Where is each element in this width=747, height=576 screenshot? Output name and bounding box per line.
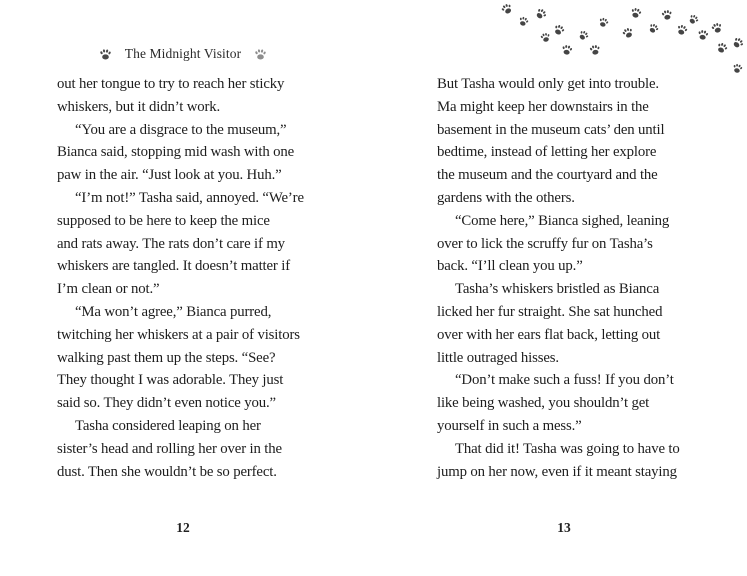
- text-line: and rats away. The rats don’t care if my: [57, 235, 285, 252]
- text-line: little outraged hisses.: [437, 349, 559, 366]
- paw-print-icon: [730, 61, 743, 74]
- paw-print-icon: [730, 35, 747, 52]
- text-line: like being washed, you shouldn’t get: [437, 395, 650, 412]
- paw-print-icon: [660, 8, 674, 22]
- paw-print-icon: [629, 6, 644, 21]
- text-line: sister’s head and rolling her over in the: [57, 440, 282, 457]
- page-number-left: 12: [176, 520, 190, 535]
- text-line: back. “I’ll clean you up.”: [437, 258, 583, 275]
- text-line: That did it! Tasha was going to have to: [455, 440, 680, 457]
- paw-print-icon: [696, 28, 710, 42]
- text-line: “Come here,” Bianca sighed, leaning: [455, 212, 670, 229]
- left-page-text: [57, 73, 327, 483]
- text-line: Ma might keep her downstairs in the: [437, 98, 649, 115]
- text-line: yourself in such a mess.”: [437, 417, 582, 434]
- running-head-title: The Midnight Visitor: [124, 46, 242, 61]
- text-line: gardens with the others.: [437, 189, 575, 206]
- text-line: Tasha’s whiskers bristled as Bianca: [455, 281, 660, 298]
- paw-print-icon: [596, 15, 610, 29]
- text-line: “I’m not!” Tasha said, annoyed. “We’re: [75, 189, 304, 206]
- text-line: over with her ears flat back, letting out: [437, 326, 661, 343]
- text-line: walking past them up the steps. “See?: [57, 349, 276, 366]
- text-line: over to lick the scruffy fur on Tasha’s: [437, 235, 653, 252]
- text-line: “You are a disgrace to the museum,”: [75, 121, 287, 138]
- paw-print-icon: [620, 25, 636, 41]
- paw-print-icon: [575, 27, 590, 42]
- text-line: They thought I was adorable. They just: [57, 372, 284, 389]
- paw-print-icon: [499, 1, 515, 17]
- paw-print-icon: [645, 20, 660, 35]
- text-line: dust. Then she wouldn’t be so perfect.: [57, 463, 277, 480]
- text-line: basement in the museum cats’ den until: [437, 121, 665, 138]
- text-line: “Don’t make such a fuss! If you don’t: [455, 372, 674, 389]
- text-line: Bianca said, stopping mid wash with one: [57, 144, 295, 161]
- paw-print-icon: [560, 43, 574, 57]
- text-line: twitching her whiskers at a pair of visitors: [57, 326, 300, 343]
- text-line: bedtime, instead of letting her explore: [437, 144, 657, 161]
- paw-print-icon: [254, 48, 267, 61]
- text-line: But Tasha would only get into trouble.: [437, 76, 659, 92]
- paw-print-icon: [533, 6, 550, 23]
- paw-print-icon: [551, 22, 567, 38]
- text-line: Tasha considered leaping on her: [75, 417, 261, 434]
- text-line: whiskers, but it didn’t work.: [57, 98, 221, 115]
- paw-print-icon: [685, 11, 700, 26]
- text-line: paw in the air. “Just look at you. Huh.”: [57, 167, 282, 184]
- paw-print-icon: [674, 22, 689, 37]
- text-line: the museum and the courtyard and the: [437, 167, 658, 184]
- text-line: said so. They didn’t even notice you.”: [57, 395, 276, 412]
- paw-print-icon: [709, 20, 724, 35]
- page-number-right: 13: [557, 520, 571, 535]
- right-page-text: [437, 73, 707, 483]
- text-line: jump on her now, even if it meant staying: [437, 463, 677, 480]
- paw-print-icon: [714, 40, 730, 56]
- text-line: I’m clean or not.”: [57, 281, 160, 298]
- paw-print-icon: [99, 48, 112, 61]
- text-line: out her tongue to try to reach her sticky: [57, 76, 285, 92]
- paw-print-icon: [516, 14, 530, 28]
- text-line: licked her fur straight. She sat hunched: [437, 303, 663, 320]
- text-line: whiskers are tangled. It doesn’t matter if: [57, 258, 290, 275]
- text-line: “Ma won’t agree,” Bianca purred,: [75, 303, 272, 320]
- text-line: supposed to be here to keep the mice: [57, 212, 270, 229]
- paw-print-icon: [588, 43, 602, 57]
- running-head: [57, 44, 309, 64]
- paw-print-icon: [538, 30, 551, 43]
